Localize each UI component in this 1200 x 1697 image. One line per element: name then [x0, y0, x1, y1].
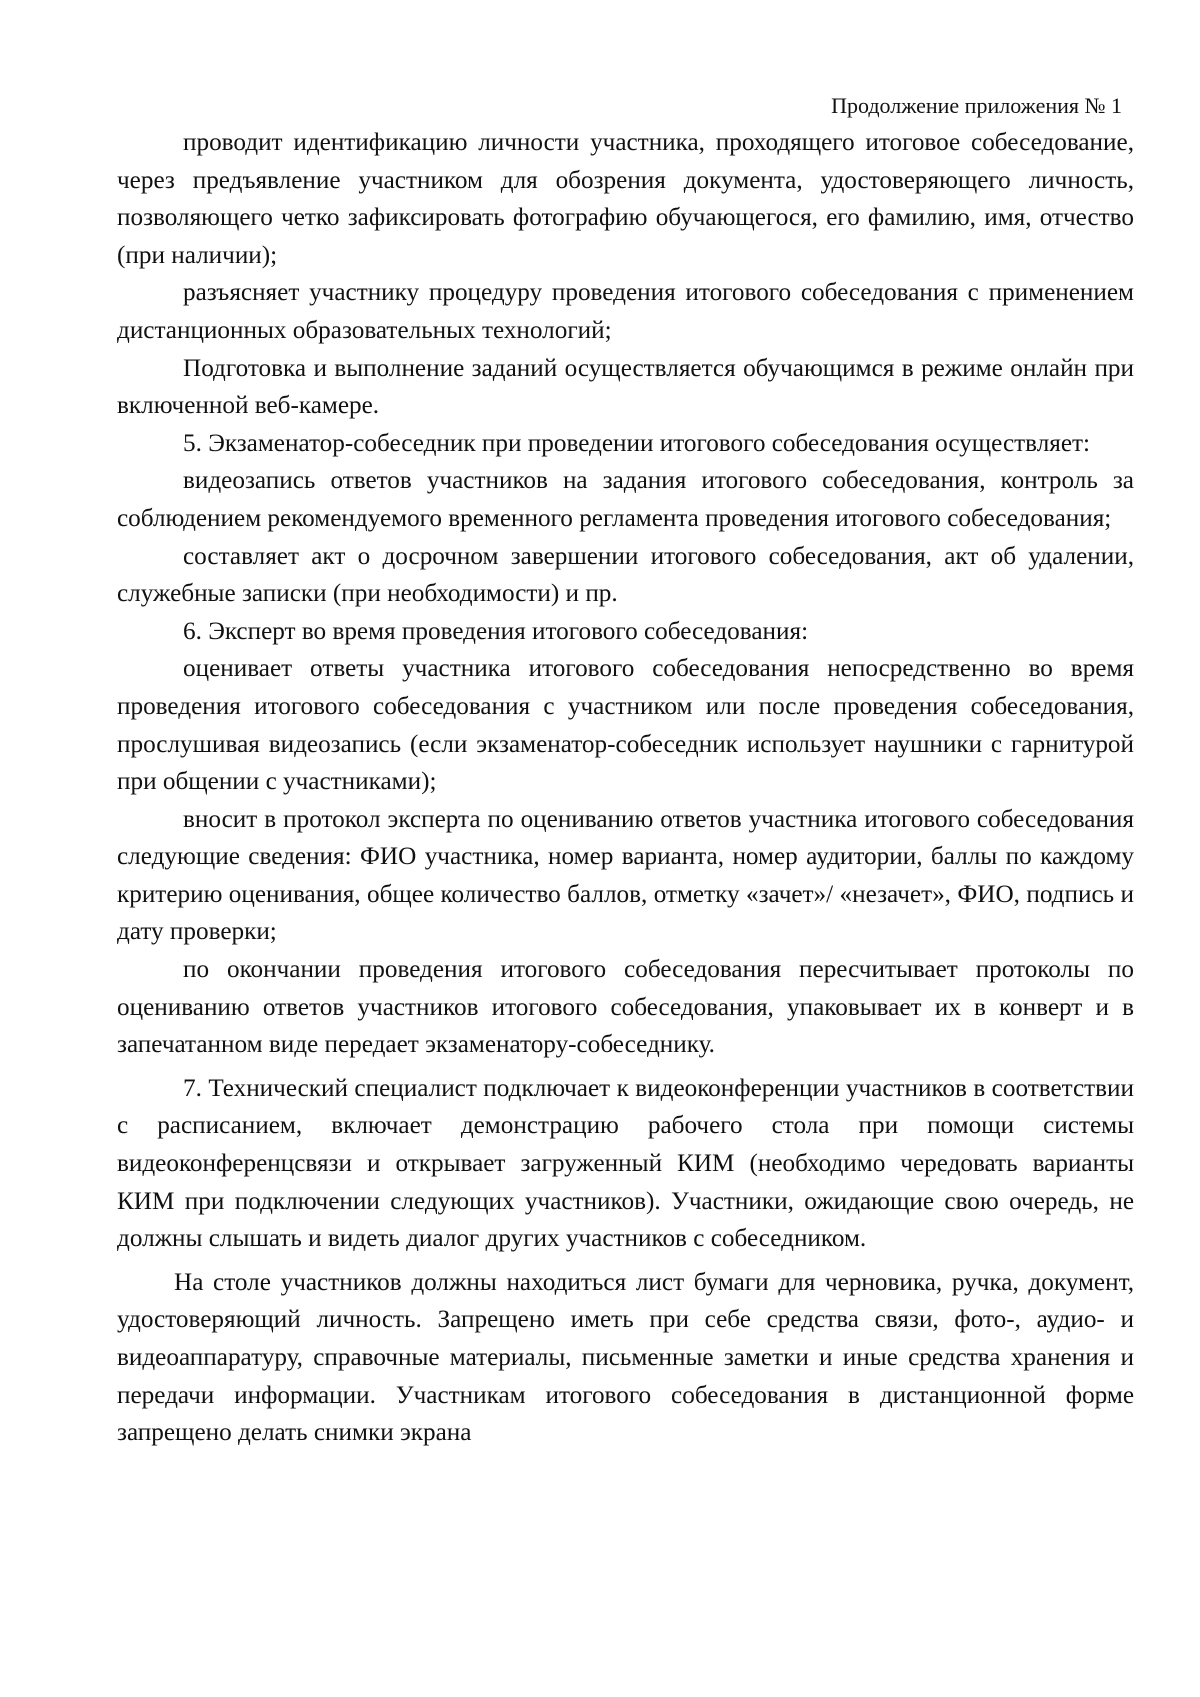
paragraph-technical-specialist: 7. Технический специалист подключает к видеоконференции участников в соответствии с расписанием, включает демонстрацию рабочего стола при помощи системы видеоконференцсвязи и открывает загруженный КИМ (необходимо чередовать варианты КИМ при подключении следующих участников). Участники, ожидающие свою очередь, не должны слышать и видеть диалог других участников с собеседником.	[117, 1074, 1134, 1253]
paragraph-expert-evaluation: оценивает ответы участника итогового собеседования непосредственно во время проведения итогового собеседования с участником или после проведения собеседования, прослушивая видеозапись (если экзаменатор-собеседник использует наушники с гарнитурой при общении с участниками);	[117, 655, 1134, 796]
paragraph-video-recording: видеозапись ответов участников на задания итогового собеседования, контроль за соблюдением рекомендуемого временного регламента проведения итогового собеседования;	[117, 467, 1134, 532]
appendix-continuation-header: Продолжение приложения № 1	[831, 93, 1122, 118]
document-body	[117, 124, 1134, 1452]
paragraph-desk-requirements: На столе участников должны находиться лист бумаги для черновика, ручка, документ, удостоверяющий личность. Запрещено иметь при себе средства связи, фото-, аудио- и видеоаппаратуру, справочные материалы, письменные заметки и иные средства хранения и передачи информации. Участникам итогового собеседования в дистанционной форме запрещено делать снимки экрана	[117, 1268, 1134, 1447]
paragraph-examiner-heading: 5. Экзаменатор-собеседник при проведении итогового собеседования осуществляет:	[183, 429, 1091, 457]
paragraph-protocol-packaging: по окончании проведения итогового собеседования пересчитывает протоколы по оцениванию ответов участников итогового собеседования, упаковывает их в конверт и в запечатанном виде передает экзаменатору-собеседнику.	[117, 956, 1134, 1059]
paragraph-early-termination-act: составляет акт о досрочном завершении итогового собеседования, акт об удалении, служебные записки (при необходимости) и пр.	[117, 542, 1134, 608]
paragraph-expert-protocol: вносит в протокол эксперта по оцениванию ответов участника итогового собеседования следующие сведения: ФИО участника, номер варианта, номер аудитории, баллы по каждому критерию оценивания, общее количество баллов, отметку «зачет»/ «незачет», ФИО, подпись и дату проверки;	[117, 805, 1134, 946]
paragraph-procedure-explanation: разъясняет участнику процедуру проведения итогового собеседования с применением дистанционных образовательных технологий;	[117, 279, 1134, 344]
paragraph-expert-heading: 6. Эксперт во время проведения итогового собеседования:	[183, 617, 809, 645]
paragraph-identification: проводит идентификацию личности участника, проходящего итоговое собеседование, через предъявление участником для обозрения документа, удостоверяющего личность, позволяющего четко зафиксировать фотографию обучающегося, его фамилию, имя, отчество (при наличии);	[117, 129, 1134, 269]
paragraph-online-preparation: Подготовка и выполнение заданий осуществляется обучающимся в режиме онлайн при включенной веб-камере.	[117, 354, 1134, 420]
